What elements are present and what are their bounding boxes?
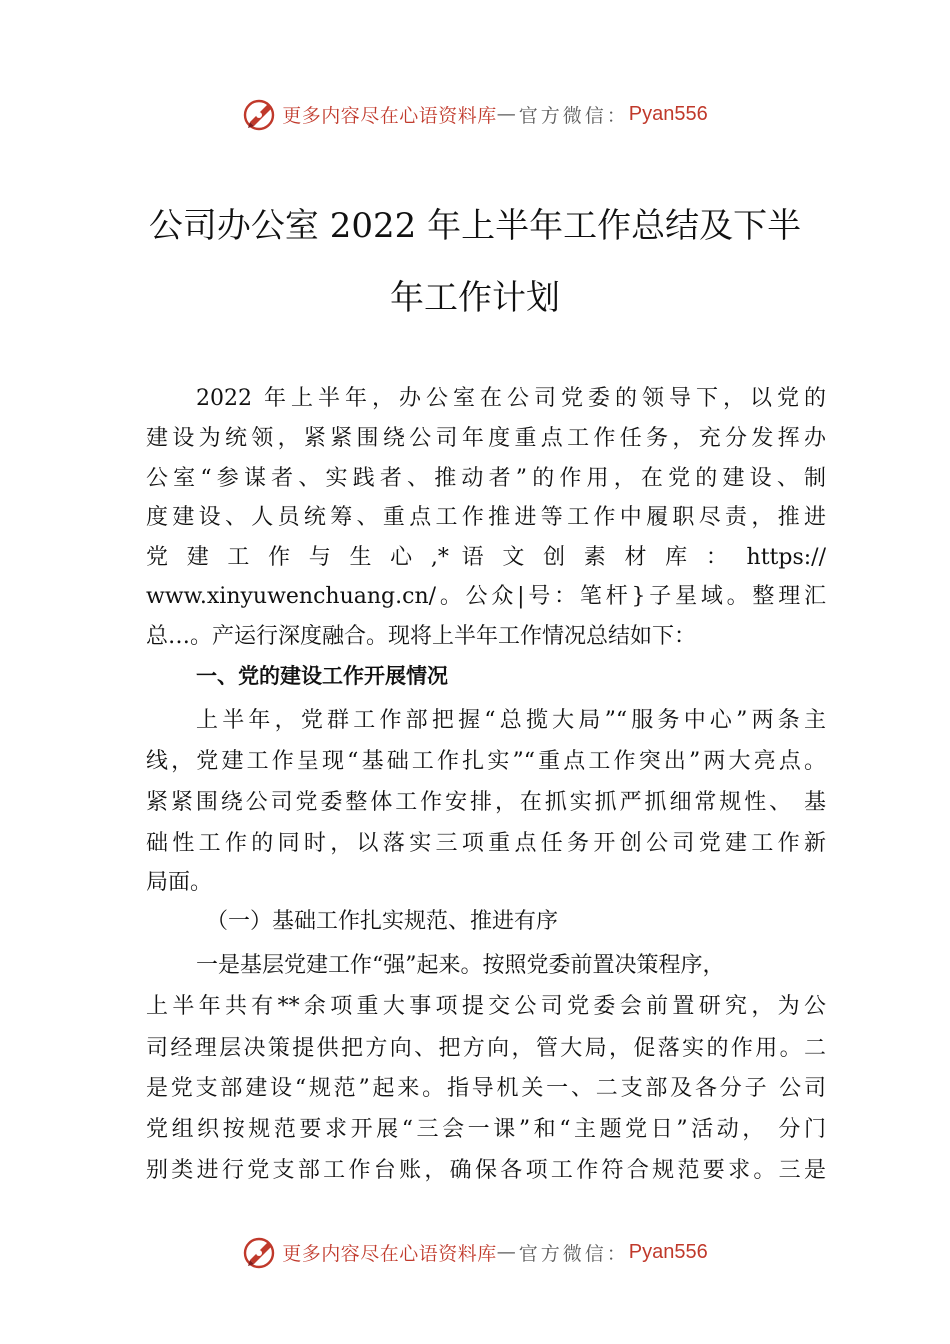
banner-brand-text: 更多内容尽在心语资料库 bbox=[282, 104, 497, 127]
banner-wechat-label: 官方微信： bbox=[518, 1242, 629, 1265]
paragraph-line: 局面。 bbox=[146, 870, 213, 895]
paragraph-line: 党 建 工 作 与 生 心 ,* 语 文 创 素 材 库 ： https:// bbox=[146, 545, 826, 570]
paragraph-line: 建设为统领，紧紧围绕公司年度重点工作任务，充分发挥办 bbox=[146, 426, 826, 451]
document-title-line-1: 公司办公室 2022 年上半年工作总结及下半 bbox=[148, 206, 802, 246]
banner-wechat-id: Pyan556 bbox=[628, 1240, 708, 1263]
paragraph-line: 公室“参谋者、实践者、推动者”的作用，在党的建设、制 bbox=[146, 466, 826, 491]
pen-logo-icon bbox=[242, 96, 278, 132]
paragraph-line: 2022 年上半年，办公室在公司党委的领导下，以党的 bbox=[196, 386, 826, 411]
paragraph-line: 度建设、人员统筹、重点工作推进等工作中履职尽责，推进 bbox=[146, 505, 826, 530]
banner-dash: — bbox=[496, 103, 519, 125]
footer-banner bbox=[0, 1232, 950, 1272]
paragraph-line: 上半年共有**余项重大事项提交公司党委会前置研究，为公 bbox=[146, 994, 826, 1019]
paragraph-line: 别类进行党支部工作台账，确保各项工作符合规范要求。三是 bbox=[146, 1158, 826, 1183]
paragraph-line: 础性工作的同时，以落实三项重点任务开创公司党建工作新 bbox=[146, 831, 826, 856]
paragraph-line: 线，党建工作呈现“基础工作扎实”“重点工作突出”两大亮点。 bbox=[146, 749, 826, 774]
document-title-line-2: 年工作计划 bbox=[390, 278, 560, 318]
pen-logo-icon bbox=[242, 1234, 278, 1270]
paragraph-line: 总…。产运行深度融合。现将上半年工作情况总结如下： bbox=[146, 624, 697, 649]
section-heading: 一、党的建设工作开展情况 bbox=[196, 664, 448, 688]
paragraph-line: www.xinyuwenchuang.cn/。公众|号：笔杆}子星域。整理汇 bbox=[146, 584, 826, 609]
header-banner bbox=[0, 94, 950, 134]
banner-wechat-label: 官方微信： bbox=[518, 104, 629, 127]
paragraph-line: 上半年，党群工作部把握“总揽大局”“服务中心”两条主 bbox=[196, 708, 826, 733]
paragraph-line: 一是基层党建工作“强”起来。按照党委前置决策程序， bbox=[196, 953, 725, 978]
paragraph-line: 党组织按规范要求开展“三会一课”和“主题党日”活动， 分门 bbox=[146, 1117, 826, 1142]
subsection-heading: （一）基础工作扎实规范、推进有序 bbox=[206, 909, 559, 934]
paragraph-line: 是党支部建设“规范”起来。指导机关一、二支部及各分子 公司 bbox=[146, 1076, 826, 1101]
banner-wechat-id: Pyan556 bbox=[628, 102, 708, 125]
banner-dash: — bbox=[496, 1241, 519, 1263]
paragraph-line: 司经理层决策提供把方向、把方向，管大局，促落实的作用。二 bbox=[146, 1036, 826, 1061]
banner-brand-text: 更多内容尽在心语资料库 bbox=[282, 1242, 497, 1265]
paragraph-line: 紧紧围绕公司党委整体工作安排，在抓实抓严抓细常规性、 基 bbox=[146, 790, 826, 815]
